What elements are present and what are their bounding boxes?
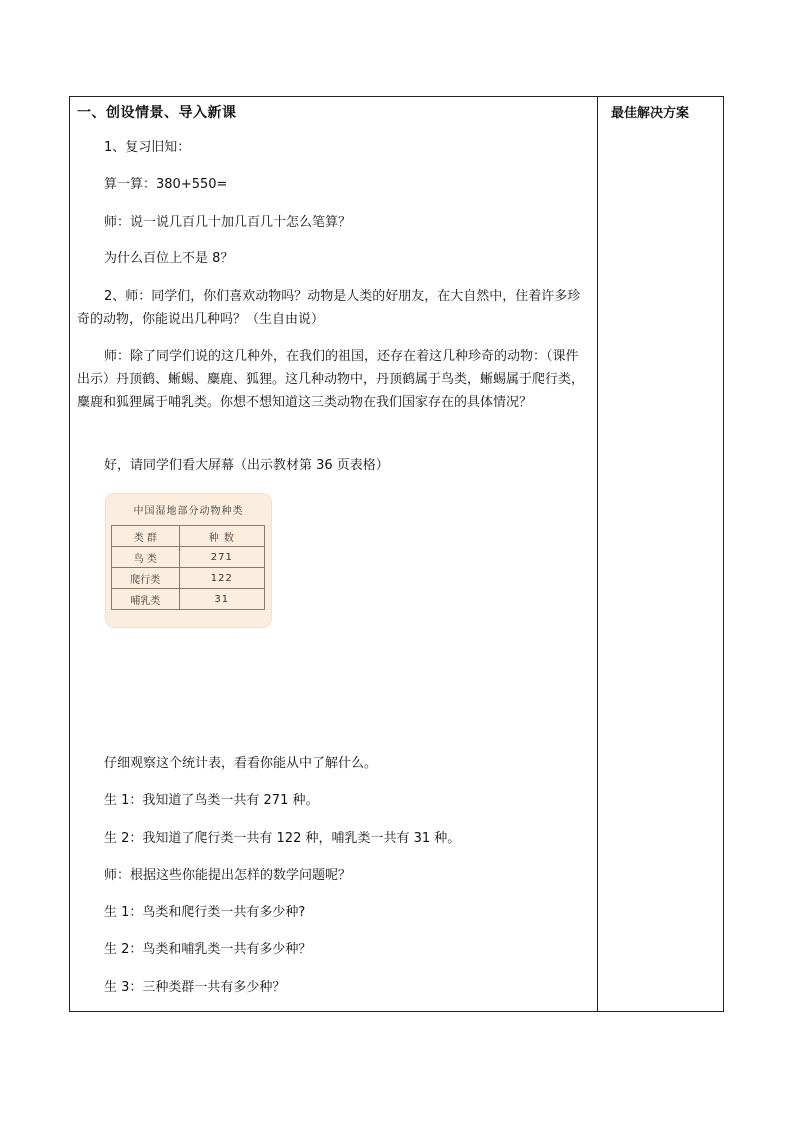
paragraph-screen: 好，请同学们看大屏幕（出示教材第 36 页表格） — [104, 458, 389, 473]
header-count: 种 数 — [179, 526, 264, 547]
paragraph-teacher-question: 师：说一说几百几十加几百几十怎么笔算？ — [104, 215, 352, 230]
figure-title: 中国湿地部分动物种类 — [133, 506, 244, 517]
paragraph-student3-question: 生 3：三种类群一共有多少种？ — [104, 980, 286, 995]
row-category: 哺乳类 — [112, 589, 180, 610]
row-category: 鸟 类 — [112, 547, 180, 568]
table-row — [112, 589, 265, 610]
animal-species-table — [111, 525, 265, 610]
table-row — [112, 568, 265, 589]
best-solution-heading: 最佳解决方案 — [611, 106, 690, 121]
row-count: 271 — [179, 547, 264, 568]
paragraph-student1-birds: 生 1：我知道了鸟类一共有 271 种。 — [104, 793, 319, 808]
row-count: 31 — [179, 589, 264, 610]
lesson-table — [69, 96, 724, 1012]
paragraph-rare-animals: 师：除了同学们说的这几种外，在我们的祖国，还存在着这几种珍奇的动物：（课件出示）丹顶鹤、蜥蜴、麋鹿、狐狸。这几种动物中，丹顶鹤属于鸟类，蜥蜴属于爬行类，麋鹿和狐狸属于哺乳类。你想不想知道这三类动物在我们国家存在的具体情况？ — [77, 349, 585, 410]
paragraph-student1-question: 生 1：鸟类和爬行类一共有多少种? — [104, 905, 306, 920]
table-row — [112, 547, 265, 568]
paragraph-teacher-problems: 师：根据这些你能提出怎样的数学问题呢？ — [104, 868, 352, 883]
paragraph-calculation: 算一算：380+550= — [104, 177, 228, 192]
header-category: 类 群 — [112, 526, 180, 547]
paragraph-student2-reptiles: 生 2：我知道了爬行类一共有 122 种，哺乳类一共有 31 种。 — [104, 831, 461, 846]
best-solution-column — [598, 97, 724, 1011]
paragraph-observe: 仔细观察这个统计表，看看你能从中了解什么。 — [104, 756, 378, 771]
lesson-content-column — [70, 97, 597, 1011]
row-category: 爬行类 — [112, 568, 180, 589]
table-header-row — [112, 526, 265, 547]
paragraph-animals-intro: 2、师：同学们，你们喜欢动物吗？动物是人类的好朋友，在大自然中，住着许多珍奇的动物，你能说出几种吗？（生自由说） — [77, 289, 581, 327]
section-heading: 一、创设情景、导入新课 — [77, 105, 237, 121]
paragraph-review: 1、复习旧知： — [104, 140, 191, 155]
paragraph-hundreds-question: 为什么百位上不是 8？ — [104, 251, 234, 266]
wetland-animals-figure — [105, 493, 272, 628]
row-count: 122 — [179, 568, 264, 589]
paragraph-student2-question: 生 2：鸟类和哺乳类一共有多少种？ — [104, 942, 312, 957]
